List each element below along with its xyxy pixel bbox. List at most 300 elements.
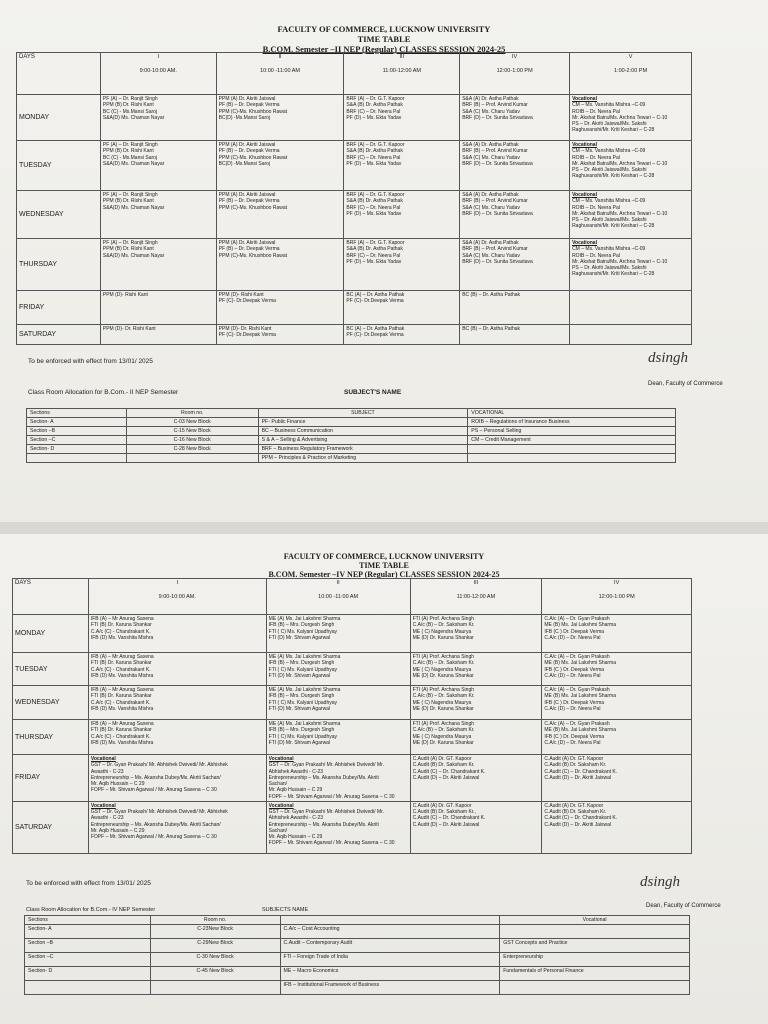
- room-cell: C-45 New Block: [150, 967, 280, 981]
- allocation-header: Sections: [27, 409, 127, 418]
- class-entry: Entrepreneurship – Ms. Akansha Dubey/Ms. Akriti Sachan/: [90, 774, 221, 781]
- class-entry: FTI (D) Mr. Shivam Agarwal: [268, 705, 331, 712]
- allocation-row: [27, 436, 676, 445]
- class-entry: S&A (A) Dr. Astha Pathak: [462, 240, 519, 246]
- day-row: [17, 95, 692, 141]
- class-entry: C.A/c (B) – Dr. Saksham Kr.: [412, 727, 475, 734]
- class-entry: PF (A) – Dr. Ranjit Singh: [102, 142, 158, 148]
- class-cell: [460, 191, 570, 239]
- allocation-header-row: [27, 409, 676, 418]
- class-entry: C.Audit (D) – Dr. Akriti Jaiswal: [412, 821, 480, 828]
- class-cell: [88, 615, 266, 653]
- class-entry: BRF (C) – Dr. Neera Pal: [346, 252, 401, 259]
- class-entry: GST – Dr. Gyan Prakash/ Mr. Abhishek Dwivedi/ Mr.: [268, 809, 384, 815]
- class-entry: IFB (A) – Mr Anurag Saxena: [90, 687, 154, 693]
- class-entry: C.A/c (A) – Dr. Gyan Prakash: [544, 721, 610, 727]
- class-entry: C.A/c (B) – Dr. Saksham Kr.: [412, 693, 475, 700]
- class-entry: BC (B) – Dr. Astha Pathak: [462, 292, 521, 298]
- class-entry: PS – Dr. Akriti Jaiswal/Ms. Sakshi: [572, 265, 647, 271]
- vocational-heading: Vocational: [90, 802, 116, 809]
- class-cell: [216, 291, 344, 325]
- class-cell: [410, 755, 542, 802]
- subject-title: SUBJECT'S NAME: [344, 389, 402, 396]
- day-row: [13, 720, 692, 755]
- slot-number: V: [628, 54, 633, 60]
- class-entry: PPM (C)-Ms. Khushboo Rawat: [218, 108, 288, 115]
- class-entry: C.Audit (A) Dr. GT. Kapoor: [544, 802, 604, 809]
- class-entry: BRF (D) – Dr. Sunita Srivastava: [462, 160, 533, 167]
- class-entry: CM – Ms. Vanshita Mishra –C-09: [572, 102, 646, 109]
- timetable-sheet-sem4: [0, 534, 768, 1024]
- class-cell: [216, 239, 344, 291]
- class-entry: C.Audit (B) Dr. Saksham Kr.,: [412, 809, 476, 815]
- allocation-row: [27, 445, 676, 454]
- class-cell: [570, 191, 692, 239]
- vocational-cell: CM – Credit Management: [468, 436, 676, 445]
- slot-number: I: [157, 54, 160, 60]
- class-cell: [460, 325, 570, 345]
- day-name: TUESDAY: [13, 653, 89, 686]
- slot-time: 11:00-12:00 AM: [456, 594, 496, 600]
- class-cell: [100, 95, 216, 141]
- class-entry: ME (B) Ms. Jai Lakshmi Sharma: [544, 660, 616, 667]
- vocational-cell: [468, 454, 676, 463]
- section-cell: Section- D: [25, 967, 151, 981]
- class-entry: Mr. Akshat Batra/Ms. Archna Tewari – C-10: [572, 210, 668, 217]
- class-cell: [344, 291, 460, 325]
- class-entry: BRF (A) – Dr. G.T. Kapoor: [346, 240, 405, 246]
- class-cell: [410, 653, 542, 686]
- class-entry: PF (C)- Dr.Deepak Verma: [218, 298, 276, 305]
- class-entry: Mr. Akshat Batra/Ms. Archna Tewari – C-10: [572, 160, 668, 167]
- class-cell: [344, 141, 460, 191]
- class-entry: PPM (B) Dr. Rishi Kant: [102, 246, 154, 253]
- class-entry: Sachan/: [268, 781, 288, 787]
- slot-number: III: [399, 54, 405, 60]
- class-entry: BRF (D) – Dr. Sunita Srivastava: [462, 114, 533, 121]
- class-entry: C.A/c (C) - Chandrakant K.: [90, 628, 151, 635]
- day-row: [13, 801, 692, 853]
- class-cell: [266, 686, 410, 720]
- class-entry: Mr. Akshat Batra/Ms. Archna Tewari – C-10: [572, 114, 668, 121]
- class-entry: IFB (B) – Mrs. Durgesh Singh: [268, 660, 335, 667]
- class-entry: PPM (A) Dr. Akriti Jaiswal: [218, 142, 276, 148]
- day-name: MONDAY: [13, 615, 89, 653]
- subject-cell: FTI – Foreign Trade of India: [280, 953, 500, 967]
- class-entry: FOPF – Mr. Shivam Agarwal / Mr. Anurag Saxena – C 30: [268, 793, 395, 800]
- class-entry: C.Audit (A) Dr. GT. Kapoor: [412, 756, 472, 762]
- class-entry: ROIB – Dr. Neera Pal: [572, 204, 620, 211]
- vocational-heading: Vocational: [572, 192, 597, 198]
- day-row: [13, 686, 692, 720]
- slot-header: [88, 579, 266, 615]
- class-entry: BRF (B) – Prof. Arvind Kumar: [462, 198, 528, 205]
- class-entry: PF (B) – Dr. Deepak Verma: [218, 102, 280, 109]
- class-entry: ROIB – Dr. Neera Pal: [572, 252, 620, 259]
- class-entry: IFB (C ) Dr. Deepak Verma: [544, 628, 605, 635]
- class-entry: PPM (D)- Rishi Kant: [102, 292, 148, 298]
- subject-cell: IFB – Institutional Framework of Business: [280, 981, 500, 995]
- class-cell: [266, 615, 410, 653]
- class-cell: [542, 615, 692, 653]
- allocation-header: Room no.: [126, 409, 258, 418]
- class-entry: ME ( C) Nagendra Maurya: [412, 699, 472, 706]
- class-entry: PF (B) – Dr. Deepak Verma: [218, 246, 280, 253]
- allocation-title: Class Room Allocation for B.Com.- II NEP Semester: [28, 389, 179, 396]
- slot-number: III: [473, 580, 479, 586]
- vocational-heading: Vocational: [90, 756, 116, 762]
- class-entry: ME (D) Dr. Karuna Shankar: [412, 739, 474, 746]
- allocation-table: [24, 915, 690, 995]
- class-entry: C.A/c (A) – Dr. Gyan Prakash: [544, 654, 610, 660]
- class-entry: Mr. Aqib Hussain – C 29: [268, 834, 323, 840]
- allocation-row: [25, 939, 690, 953]
- section-cell: Section –C: [25, 953, 151, 967]
- class-cell: [542, 801, 692, 853]
- day-row: [17, 291, 692, 325]
- allocation-header: SUBJECT: [258, 409, 468, 418]
- class-entry: C.Audit (D) – Dr. Akriti Jaiswal: [544, 774, 611, 781]
- vocational-cell: Enterpreneurship: [500, 953, 690, 967]
- class-entry: FTI (B) Dr. Karuna Shankar: [90, 660, 152, 667]
- class-entry: S&A(D) Ms. Chaman Nayar: [102, 114, 165, 121]
- class-entry: FTI (A) Prof. Archana Singh: [412, 616, 475, 622]
- vocational-cell: [500, 981, 690, 995]
- class-entry: PF (D) – Ms. Ekta Yadav: [346, 160, 402, 167]
- class-entry: PF (C)- Dr.Deepak Verma: [346, 332, 404, 339]
- room-cell: C-30 New Block: [150, 953, 280, 967]
- section-cell: Section –B: [25, 939, 151, 953]
- allocation-header: VOCATIONAL: [468, 409, 676, 418]
- class-cell: [570, 95, 692, 141]
- class-entry: C.Audit (A) Dr. GT. Kapoor: [544, 756, 604, 762]
- class-entry: ME (D) Dr. Karuna Shankar: [412, 634, 474, 641]
- slot-number: IV: [512, 54, 518, 60]
- class-cell: [570, 141, 692, 191]
- class-entry: BRF (A) – Dr. G.T. Kapoor: [346, 142, 405, 148]
- slot-time: 12:00-1:00 PM: [496, 68, 533, 74]
- slot-number: II: [336, 580, 340, 586]
- class-cell: [88, 801, 266, 853]
- class-entry: BRF (C) – Dr. Neera Pal: [346, 204, 401, 211]
- allocation-row: [27, 418, 676, 427]
- class-cell: [344, 95, 460, 141]
- dean-label: Dean, Faculty of Commerce: [646, 903, 721, 909]
- class-entry: C.Audit (C) – Dr. Chandrakant K.: [544, 815, 618, 822]
- class-entry: PF (D) – Ms. Ekta Yadav: [346, 114, 402, 121]
- class-cell: [100, 141, 216, 191]
- class-entry: IFB (D) Ms. Vanshita Mishra: [90, 705, 154, 712]
- class-cell: [88, 720, 266, 755]
- subject-title: SUBJECTS NAME: [262, 907, 309, 913]
- class-entry: PPM (B) Dr. Rishi Kant: [102, 102, 154, 109]
- class-entry: FTI ( C) Ms. Kalyani Upadhyay: [268, 699, 338, 706]
- day-row: [17, 141, 692, 191]
- day-row: [17, 191, 692, 239]
- timetable-title: TIME TABLE: [359, 561, 409, 571]
- slot-time: 10:00 -11:00 AM: [318, 594, 359, 600]
- allocation-header: [280, 916, 500, 925]
- slot-time: 12:00-1:00 PM: [598, 594, 635, 600]
- class-entry: GST – Dr. Gyan Prakash/ Mr. Abhishek Dwivedi/ Mr. Abhishek: [90, 809, 228, 815]
- class-entry: BRF (A) – Dr. G.T. Kapoor: [346, 96, 405, 102]
- class-cell: [100, 239, 216, 291]
- class-entry: C.Audit (C) – Dr. Chandrakant K.: [412, 768, 486, 775]
- subject-cell: C.A/c – Cost Accounting: [280, 925, 500, 939]
- class-entry: PPM (D)- Dr. Rishi Kant: [218, 326, 272, 332]
- class-entry: Sachan/: [268, 827, 288, 834]
- class-entry: GST – Dr. Gyan Prakash/ Mr. Abhishek Dwivedi/ Mr. Abhishek: [90, 762, 228, 769]
- class-entry: C.Audit (B) Dr. Saksham Kr.: [544, 809, 607, 815]
- class-entry: C.A/c (B) – Dr. Saksham Kr.: [412, 622, 475, 629]
- class-entry: S&A (C) Ms. Charu Yadav: [462, 252, 520, 259]
- class-entry: PPM (A) Dr. Akriti Jaiswal: [218, 240, 276, 246]
- allocation-header: Vocational: [500, 916, 690, 925]
- class-cell: [344, 325, 460, 345]
- class-entry: PF (A) – Dr. Ranjit Singh: [102, 96, 158, 102]
- class-entry: PPM (C)-Ms. Khushboo Rawat: [218, 204, 288, 211]
- slot-header: [266, 579, 410, 615]
- class-entry: S&A (B) Dr. Astha Pathak: [346, 148, 403, 155]
- class-entry: PPM (A) Dr. Akriti Jaiswal: [218, 96, 276, 102]
- class-entry: BRF (A) – Dr. G.T. Kapoor: [346, 192, 405, 198]
- allocation-row: [27, 427, 676, 436]
- class-cell: [542, 755, 692, 802]
- subject-cell: PPM – Principles & Practice of Marketing: [258, 454, 468, 463]
- allocation-row: [27, 454, 676, 463]
- class-entry: Mr. Aqib Hussain – C 29: [268, 787, 323, 794]
- section-cell: [27, 454, 127, 463]
- class-cell: [344, 191, 460, 239]
- class-entry: C.A/c (D) – Dr. Neera Pal: [544, 634, 601, 641]
- class-entry: Entrepreneurship – Ms. Akansha Dubey/Ms. Akriti Sachan/: [90, 821, 221, 828]
- class-entry: BRF (B) – Prof. Arvind Kumar: [462, 102, 528, 109]
- slot-number: I: [176, 580, 179, 586]
- class-entry: C.A/c (C) - Chandrakant K.: [90, 699, 151, 706]
- day-row: [13, 653, 692, 686]
- vocational-cell: Fundamentals of Personal Finance: [500, 967, 690, 981]
- section-cell: Section- A: [25, 925, 151, 939]
- class-entry: CM – Ms. Vanshita Mishra –C-09: [572, 148, 646, 155]
- class-entry: ME (B) Ms. Jai Lakshmi Sharma: [544, 727, 616, 734]
- days-header: DAYS: [13, 579, 89, 615]
- class-entry: FTI (B) Dr. Karuna Shankar: [90, 727, 152, 734]
- dean-label: Dean, Faculty of Commerce: [648, 381, 723, 387]
- subject-cell: BRF – Business Regulatory Framework: [258, 445, 468, 454]
- day-name: THURSDAY: [17, 239, 101, 291]
- slot-header: [542, 579, 692, 615]
- class-cell: [216, 325, 344, 345]
- class-entry: S&A(D) Ms. Chaman Nayar: [102, 204, 165, 211]
- slot-time: 9:00-10:00 AM.: [139, 68, 177, 74]
- room-cell: C-16 New Block: [126, 436, 258, 445]
- class-entry: Raghuvanshi/Mr. Kriti Keshari – C-28: [572, 223, 655, 230]
- room-cell: [150, 981, 280, 995]
- slot-header: [410, 579, 542, 615]
- day-name: TUESDAY: [17, 141, 101, 191]
- section-cell: Section –B: [27, 427, 127, 436]
- class-cell: [570, 291, 692, 325]
- slot-time: 10:00 -11:00 AM: [260, 68, 301, 74]
- class-entry: FOPF – Mr. Shivam Agarwal / Mr. Anurag Saxena – C 30: [268, 840, 395, 847]
- allocation-row: [25, 953, 690, 967]
- class-entry: ROIB – Dr. Neera Pal: [572, 154, 620, 161]
- class-entry: FTI ( C) Ms. Kalyani Upadhyay: [268, 628, 338, 635]
- class-cell: [570, 325, 692, 345]
- class-entry: BC (C) - Ms.Mansi Saroj: [102, 108, 158, 115]
- class-cell: [344, 239, 460, 291]
- class-entry: Abhishek Awasthi - C-23: [268, 815, 324, 822]
- class-entry: IFB (A) – Mr Anurag Saxena: [90, 616, 154, 622]
- slot-time: 9:00-10:00 AM.: [158, 594, 196, 600]
- class-entry: FTI ( C) Ms. Kalyani Upadhyay: [268, 666, 338, 673]
- room-cell: C-23New Block: [150, 925, 280, 939]
- class-entry: C.A/c (A) – Dr. Gyan Prakash: [544, 687, 610, 693]
- class-entry: PS – Dr. Akriti Jaiswal/Ms. Sakshi: [572, 217, 647, 223]
- slot-header: [570, 53, 692, 95]
- class-entry: PPM (B) Dr. Rishi Kant: [102, 148, 154, 155]
- class-entry: IFB (B) – Mrs. Durgesh Singh: [268, 727, 335, 734]
- sheet-header: [0, 25, 768, 54]
- class-entry: Entrepreneurship – Ms. Akansha Dubey/Ms. Akriti: [268, 774, 379, 781]
- class-entry: C.A/c (D) – Dr. Neera Pal: [544, 705, 601, 712]
- room-cell: [126, 454, 258, 463]
- class-entry: S&A (B) Dr. Astha Pathak: [346, 102, 403, 109]
- class-cell: [410, 686, 542, 720]
- allocation-title: Class Room Allocation for B.Com.- IV NEP Semester: [26, 907, 156, 913]
- class-entry: Mr. Aqib Hussain – C 29: [90, 781, 145, 787]
- class-cell: [266, 720, 410, 755]
- slot-header: [216, 53, 344, 95]
- class-cell: [460, 95, 570, 141]
- day-name: WEDNESDAY: [13, 686, 89, 720]
- class-entry: C.Audit (A) Dr. GT. Kapoor: [412, 802, 472, 809]
- class-entry: BRF (B) – Prof. Arvind Kumar: [462, 148, 528, 155]
- class-entry: Abhishek Awasthi - C-23: [268, 768, 324, 775]
- subject-cell: BC – Business Communication: [258, 427, 468, 436]
- class-cell: [542, 686, 692, 720]
- class-entry: PPM (B) Dr. Rishi Kant: [102, 198, 154, 205]
- allocation-row: [25, 925, 690, 939]
- class-entry: BC (B) – Dr. Astha Pathak: [462, 326, 521, 332]
- slot-time: 11:00-12:00 AM: [382, 68, 422, 74]
- class-entry: C.Audit (C) – Dr. Chandrakant K.: [544, 768, 618, 775]
- allocation-header: Room no.: [150, 916, 280, 925]
- class-entry: ME ( C) Nagendra Maurya: [412, 628, 472, 635]
- class-entry: S&A (C) Ms. Charu Yadav: [462, 108, 520, 115]
- class-entry: S&A (C) Ms. Charu Yadav: [462, 204, 520, 211]
- class-entry: IFB (B) – Mrs. Durgesh Singh: [268, 622, 335, 629]
- room-cell: C-29New Block: [150, 939, 280, 953]
- class-entry: ME ( C) Nagendra Maurya: [412, 733, 472, 740]
- day-name: FRIDAY: [13, 755, 89, 802]
- vocational-heading: Vocational: [572, 142, 597, 148]
- subject-cell: PF- Public Finance: [258, 418, 468, 427]
- day-row: [13, 615, 692, 653]
- day-name: SATURDAY: [13, 801, 89, 853]
- dean-signature: dsingh: [640, 874, 681, 890]
- vocational-heading: Vocational: [268, 802, 294, 809]
- class-entry: PPM (D)- Rishi Kant: [218, 292, 264, 298]
- section-cell: [25, 981, 151, 995]
- class-entry: BRF (C) – Dr. Neera Pal: [346, 108, 401, 115]
- class-cell: [410, 720, 542, 755]
- slot-header-row: [13, 579, 692, 615]
- class-cell: [100, 291, 216, 325]
- class-entry: PF (A) – Dr. Ranjit Singh: [102, 240, 158, 246]
- class-entry: PS – Dr. Akriti Jaiswal/Ms. Sakshi: [572, 121, 647, 127]
- day-row: [13, 755, 692, 802]
- class-entry: ME (A) Ms. Jai Lakshmi Sharma: [268, 721, 341, 727]
- class-entry: C.Audit (C) – Dr. Chandrakant K.: [412, 815, 486, 822]
- semester-title: B.COM. Semester –II NEP (Regular) CLASSES SESSION 2024-25: [262, 43, 506, 54]
- vocational-cell: [500, 925, 690, 939]
- sheet-header: [0, 552, 768, 580]
- class-entry: ME (B) Ms. Jai Lakshmi Sharma: [544, 693, 616, 700]
- class-entry: ME ( C) Nagendra Maurya: [412, 666, 472, 673]
- class-entry: IFB (D) Ms. Vanshita Mishra: [90, 634, 154, 641]
- dean-signature: dsingh: [648, 350, 689, 366]
- timetable-grid: [12, 578, 692, 854]
- class-entry: C.A/c (A) – Dr. Gyan Prakash: [544, 616, 610, 622]
- class-entry: CM – Ms. Vanshita Mishra –C-09: [572, 246, 646, 253]
- class-entry: BRF (D) – Dr. Sunita Srivastava: [462, 258, 533, 265]
- class-entry: PPM (D)- Dr. Rishi Kant: [102, 326, 156, 332]
- slot-time: 1:00-2:00 PM: [614, 68, 648, 74]
- class-cell: [88, 755, 266, 802]
- class-entry: ME (B) Ms. Jai Lakshmi Sharma: [544, 622, 616, 629]
- class-cell: [570, 239, 692, 291]
- class-entry: C.A/c (B) – Dr. Saksham Kr.: [412, 660, 475, 667]
- class-entry: S&A (B) Dr. Astha Pathak: [346, 198, 403, 205]
- vocational-cell: ROIB – Regulations of Insurance Business: [468, 418, 676, 427]
- class-entry: BC (A) – Dr. Astha Pathak: [346, 292, 405, 298]
- allocation-header: Sections: [25, 916, 151, 925]
- room-cell: C-03 New Block: [126, 418, 258, 427]
- class-entry: S&A (C) Ms. Charu Yadav: [462, 154, 520, 161]
- class-entry: FTI (D) Mr. Shivam Agarwal: [268, 739, 331, 746]
- class-entry: PF (B) – Dr. Deepak Verma: [218, 148, 280, 155]
- class-entry: ME (A) Ms. Jai Lakshmi Sharma: [268, 616, 341, 622]
- day-row: [17, 239, 692, 291]
- room-cell: C-28 New Block: [126, 445, 258, 454]
- class-entry: ROIB – Dr. Neera Pal: [572, 108, 620, 115]
- class-cell: [460, 291, 570, 325]
- subject-cell: ME – Macro Economics: [280, 967, 500, 981]
- class-entry: IFB (A) – Mr Anurag Saxena: [90, 654, 154, 660]
- class-entry: GST – Dr. Gyan Prakash/ Mr. Abhishek Dwivedi/ Mr.: [268, 762, 384, 769]
- effect-note: To be enforced with effect from 13/01/ 2025: [28, 358, 153, 365]
- slot-header: [100, 53, 216, 95]
- class-entry: Mr. Akshat Batra/Ms. Archna Tewari – C-10: [572, 258, 668, 265]
- class-entry: CM – Ms. Vanshita Mishra –C-09: [572, 198, 646, 205]
- day-name: SATURDAY: [17, 325, 101, 345]
- class-entry: FTI (A) Prof. Archana Singh: [412, 721, 475, 727]
- class-cell: [542, 720, 692, 755]
- slot-header: [460, 53, 570, 95]
- class-entry: C.Audit (D) – Dr. Akriti Jaiswal: [544, 821, 611, 828]
- class-entry: PPM (A) Dr. Akriti Jaiswal: [218, 192, 276, 198]
- class-entry: BRF (C) – Dr. Neera Pal: [346, 154, 401, 161]
- room-cell: C-15 New Block: [126, 427, 258, 436]
- class-entry: BC(D) -Ms.Mansi Saroj: [218, 160, 271, 167]
- class-entry: ME (A) Ms. Jai Lakshmi Sharma: [268, 654, 341, 660]
- class-entry: ME (A) Ms. Jai Lakshmi Sharma: [268, 687, 341, 693]
- timetable-grid: [16, 52, 692, 345]
- class-entry: S&A (A) Dr. Astha Pathak: [462, 96, 519, 102]
- vocational-heading: Vocational: [268, 756, 294, 762]
- class-entry: FTI ( C) Ms. Kalyani Upadhyay: [268, 733, 338, 740]
